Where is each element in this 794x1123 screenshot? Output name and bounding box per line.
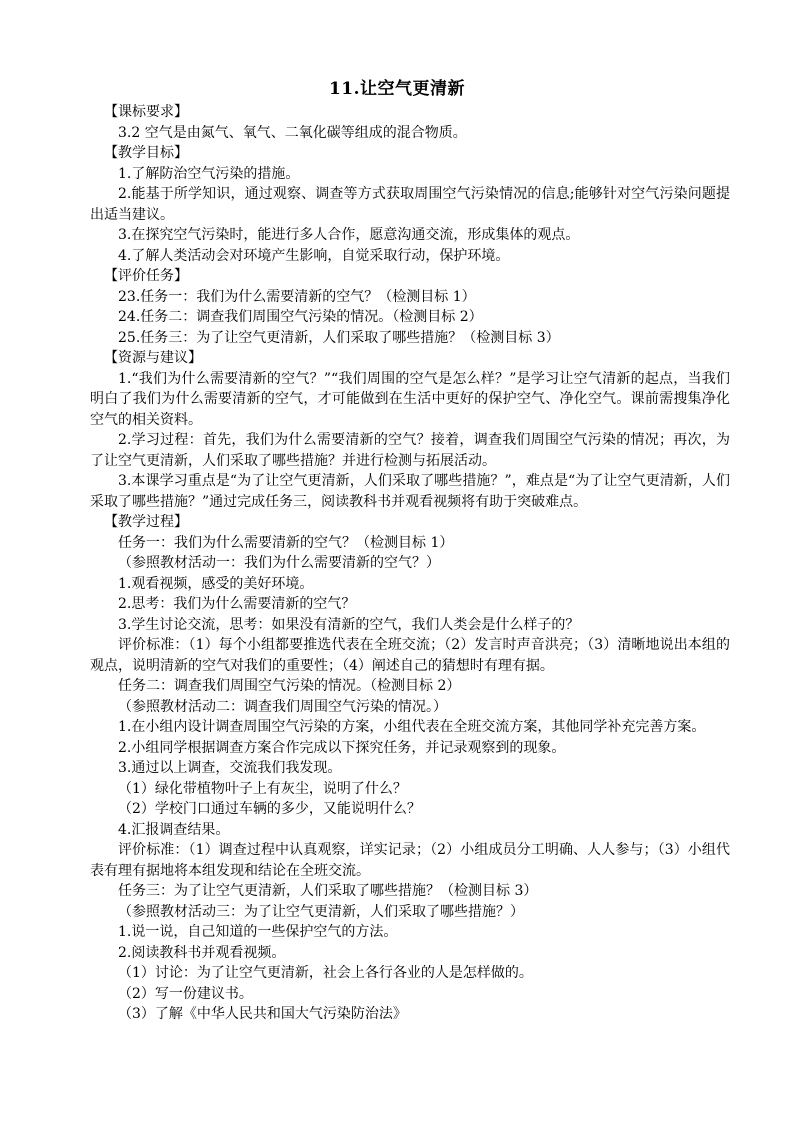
section-heading-process: 【教学过程】 xyxy=(104,514,188,530)
document-title: 11.让空气更清新 xyxy=(328,79,466,99)
paragraph: 1.观看视频，感受的美好环境。 xyxy=(118,575,314,592)
paragraph: （2）学校门口通过车辆的多少，又能说明什么？ xyxy=(118,801,421,817)
paragraph: 2.能基于所学知识，通过观察、调查等方式获取周围空气污染情况的信息;能够针对空气污染问题提出适当建议。 xyxy=(90,186,730,223)
paragraph: 3.通过以上调查，交流我们我发现。 xyxy=(118,760,342,776)
paragraph: 3.2 空气是由氮气、氧气、二氧化碳等组成的混合物质。 xyxy=(118,124,467,141)
paragraph: （1）讨论：为了让空气更清新，社会上各行各业的人是怎样做的。 xyxy=(118,965,533,981)
section-heading-standards: 【课标要求】 xyxy=(104,104,188,120)
paragraph: 4.汇报调查结果。 xyxy=(118,821,230,838)
paragraph: 评价标准：（1）调查过程中认真观察，详实记录；（2）小组成员分工明确、人人参与；（3）小组代表有理有据地将本组发现和结论在全班交流。 xyxy=(90,842,730,879)
paragraph: 1.说一说，自己知道的一些保护空气的方法。 xyxy=(118,924,398,940)
paragraph: 23.任务一：我们为什么需要清新的空气？（检测目标 1） xyxy=(118,288,476,305)
paragraph: 1.了解防治空气污染的措施。 xyxy=(118,165,300,182)
paragraph: （3）了解《中华人民共和国大气污染防治法》 xyxy=(118,1006,407,1022)
paragraph: 3.在探究空气污染时，能进行多人合作，愿意沟通交流，形成集体的观点。 xyxy=(118,227,580,243)
paragraph: 3.学生讨论交流，思考：如果没有清新的空气，我们人类会是什么样子的？ xyxy=(118,616,580,633)
section-heading-objectives: 【教学目标】 xyxy=(104,145,188,161)
paragraph: 任务二：调查我们周围空气污染的情况。（检测目标 2） xyxy=(118,678,461,694)
paragraph: （参照教材活动一：我们为什么需要清新的空气？） xyxy=(118,555,440,571)
paragraph: 评价标准：（1）每个小组都要推选代表在全班交流；（2）发言时声音洪亮；（3）清晰地说出本组的观点，说明清新的空气对我们的重要性；（4）阐述自己的猜想时有理有据。 xyxy=(90,637,730,674)
paragraph: 4.了解人类活动会对环境产生影响，自觉采取行动，保护环境。 xyxy=(118,247,510,264)
paragraph: 1.在小组内设计调查周围空气污染的方案，小组代表在全班交流方案，其他同学补充完善方案。 xyxy=(118,719,706,735)
paragraph: 任务一：我们为什么需要清新的空气？（检测目标 1） xyxy=(118,534,454,551)
paragraph: 任务三：为了让空气更清新，人们采取了哪些措施？（检测目标 3） xyxy=(118,883,538,899)
paragraph: （1）绿化带植物叶子上有灰尘，说明了什么？ xyxy=(118,780,407,797)
section-heading-resources: 【资源与建议】 xyxy=(104,350,202,366)
section-heading-assessment: 【评价任务】 xyxy=(104,268,188,284)
paragraph: （2）写一份建议书。 xyxy=(118,985,253,1002)
paragraph: 24.任务二：调查我们周围空气污染的情况。（检测目标 2） xyxy=(118,309,483,325)
paragraph: 2.阅读教科书并观看视频。 xyxy=(118,944,286,961)
document-body xyxy=(90,102,730,1025)
paragraph: 2.小组同学根据调查方案合作完成以下探究任务，并记录观察到的现象。 xyxy=(118,739,566,756)
paragraph: （参照教材活动二：调查我们周围空气污染的情况。） xyxy=(118,698,447,715)
paragraph: 2.学习过程：首先，我们为什么需要清新的空气？接着，调查我们周围空气污染的情况；再次，为了让空气更清新，人们采取了哪些措施？并进行检测与拓展活动。 xyxy=(90,432,730,469)
paragraph: 3.本课学习重点是“为了让空气更清新，人们采取了哪些措施？”，难点是“为了让空气更清新，人们采取了哪些措施？”通过完成任务三，阅读教科书并观看视频将有助于突破难点。 xyxy=(90,473,730,510)
paragraph: 2.思考：我们为什么需要清新的空气？ xyxy=(118,596,356,612)
paragraph: 1.“我们为什么需要清新的空气？”“我们周围的空气是怎么样？”是学习让空气清新的起点，当我们明白了我们为什么需要清新的空气，才可能做到在生活中更好的保护空气、净化空气。课前需搜集净化空气的相关资料。 xyxy=(90,370,730,428)
paragraph: （参照教材活动三：为了让空气更清新，人们采取了哪些措施？） xyxy=(118,903,524,920)
paragraph: 25.任务三：为了让空气更清新，人们采取了哪些措施？（检测目标 3） xyxy=(118,329,560,346)
